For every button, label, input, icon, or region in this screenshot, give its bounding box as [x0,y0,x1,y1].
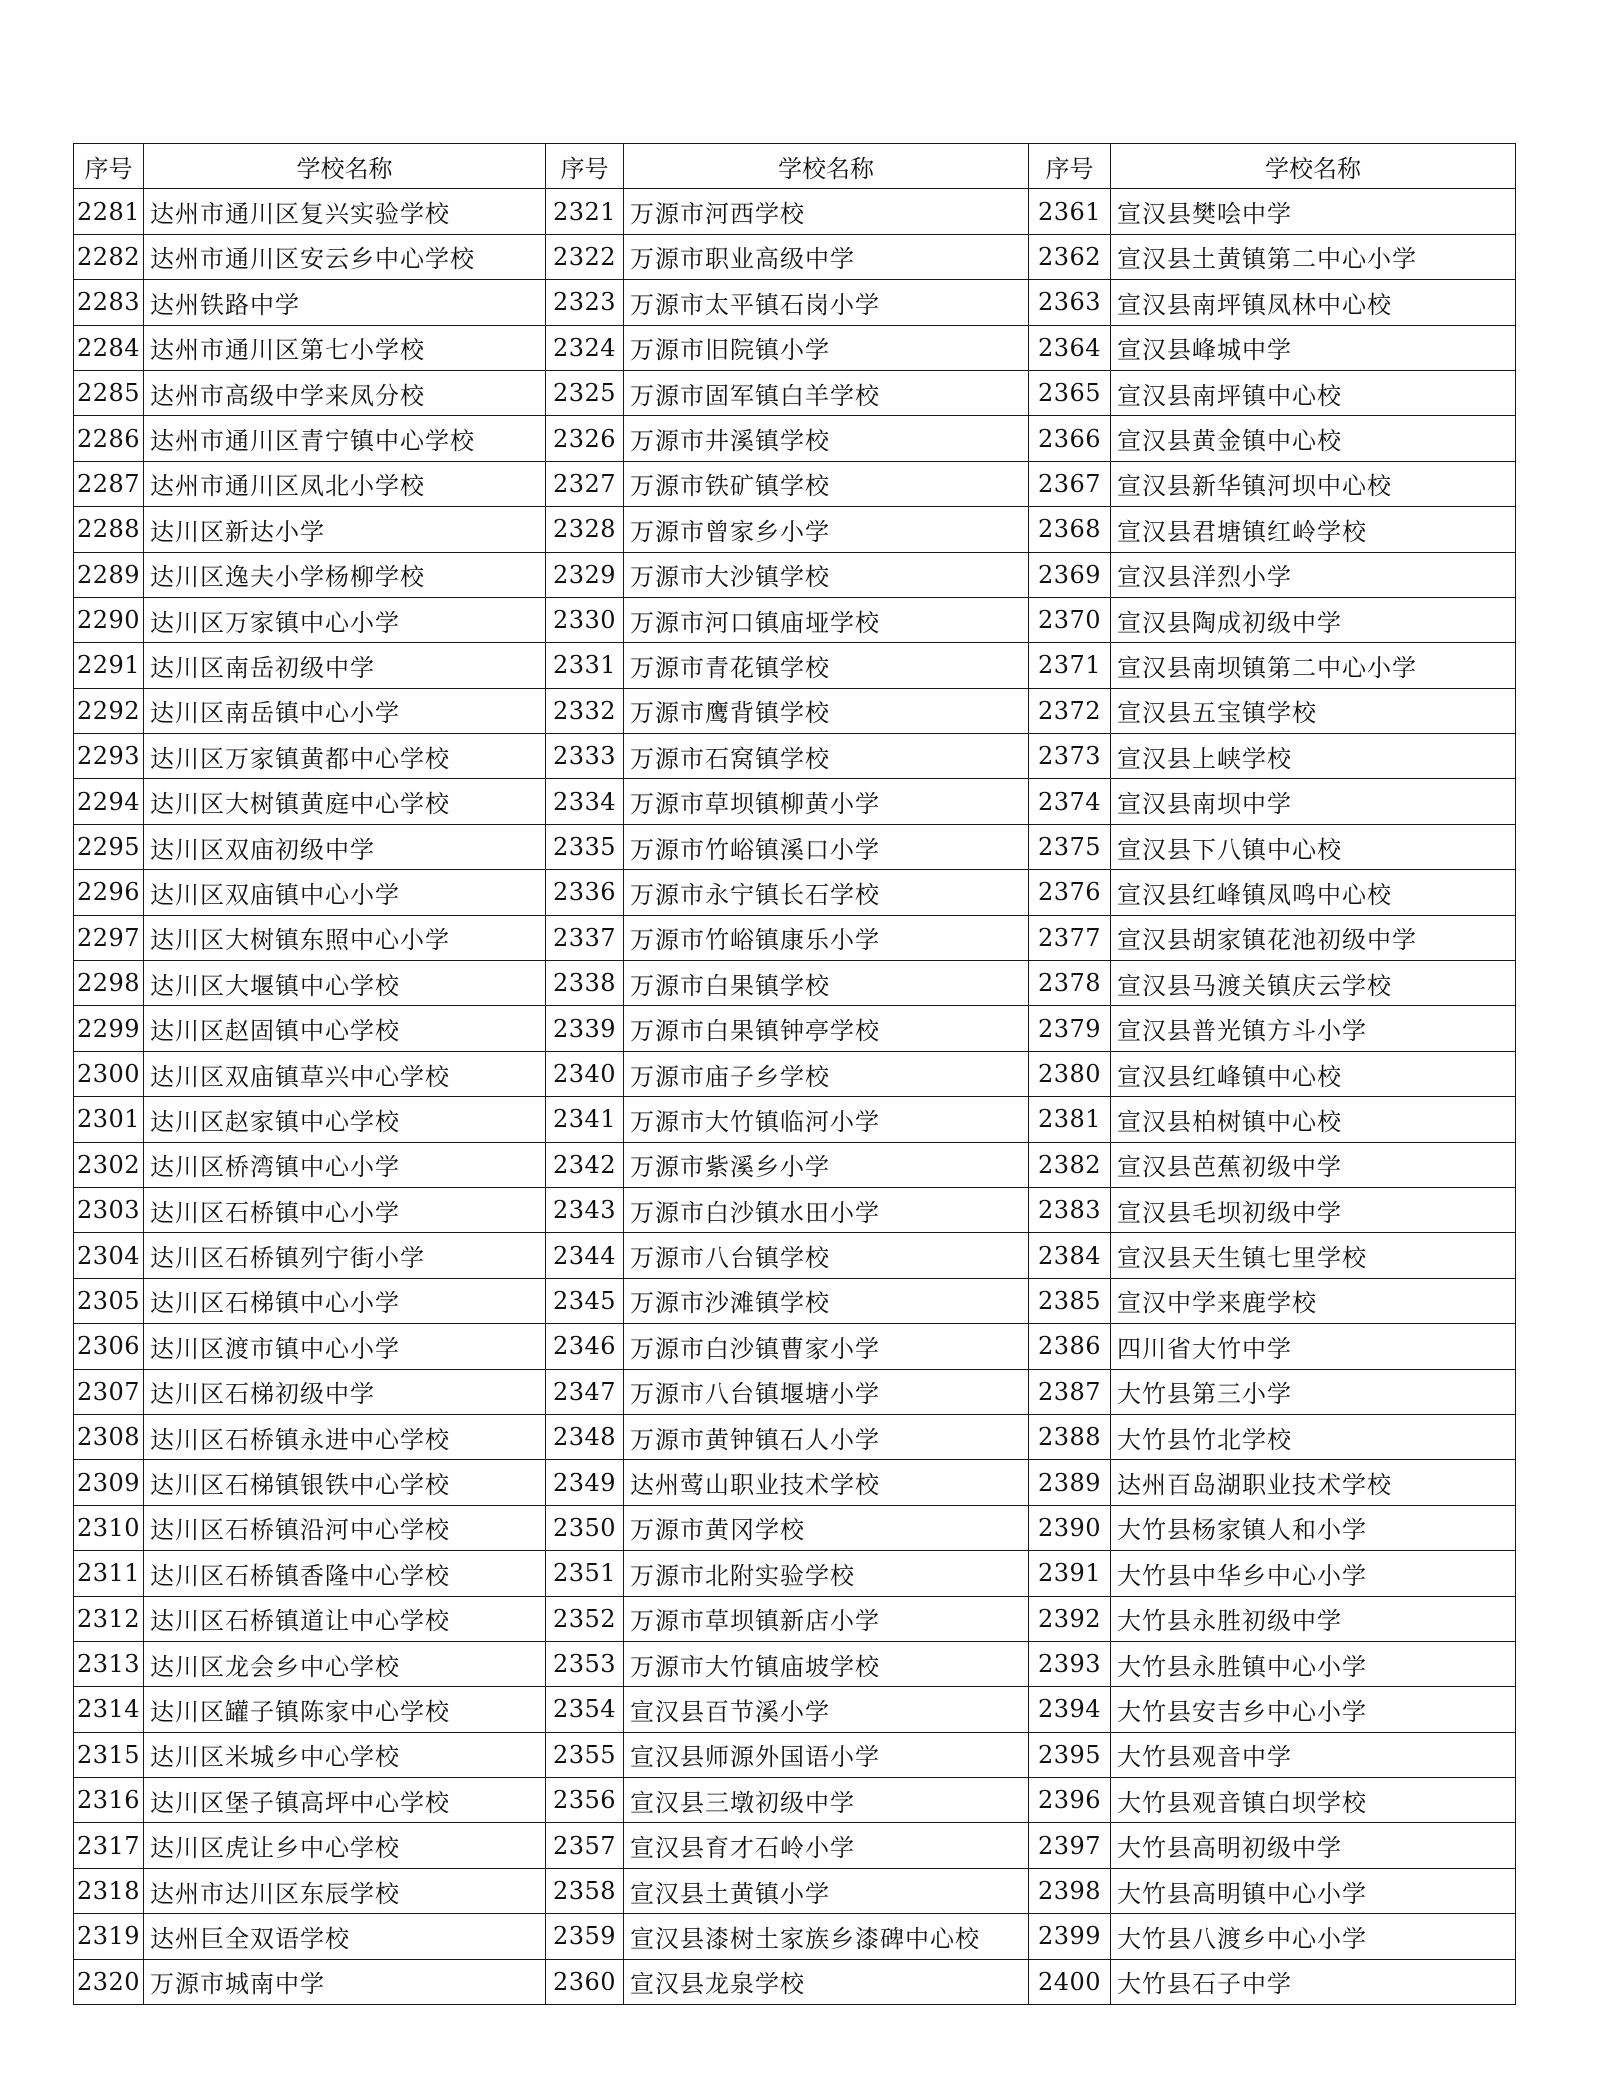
school-name-cell: 大竹县中华乡中心小学 [1111,1551,1516,1596]
school-name-cell: 万源市永宁镇长石学校 [624,870,1029,915]
school-name-cell: 达川区新达小学 [144,507,546,552]
serial-cell: 2331 [546,643,624,688]
school-name-cell: 达川区石梯镇银铁中心学校 [144,1460,546,1505]
table-row [74,1187,1516,1232]
school-name-cell: 达州市通川区复兴实验学校 [144,189,546,234]
school-name-cell: 万源市鹰背镇学校 [624,688,1029,733]
school-name-cell: 万源市草坝镇柳黄小学 [624,779,1029,824]
school-name-cell: 宣汉县新华镇河坝中心校 [1111,461,1516,506]
table-row [74,1142,1516,1187]
school-name-cell: 宣汉县天生镇七里学校 [1111,1233,1516,1278]
serial-cell: 2400 [1029,1959,1111,2004]
school-name-cell: 万源市石窝镇学校 [624,734,1029,779]
serial-cell: 2347 [546,1369,624,1414]
serial-cell: 2318 [74,1868,144,1913]
school-name-cell: 达州铁路中学 [144,280,546,325]
serial-cell: 2281 [74,189,144,234]
school-name-cell: 宣汉县土黄镇小学 [624,1868,1029,1913]
school-name-cell: 宣汉县洋烈小学 [1111,552,1516,597]
school-name-cell: 万源市北附实验学校 [624,1551,1029,1596]
table-header [74,144,1516,189]
school-name-cell: 大竹县第三小学 [1111,1369,1516,1414]
serial-cell: 2394 [1029,1687,1111,1732]
school-name-cell: 万源市大竹镇临河小学 [624,1097,1029,1142]
school-name-cell: 万源市城南中学 [144,1959,546,2004]
serial-cell: 2399 [1029,1914,1111,1959]
serial-cell: 2375 [1029,824,1111,869]
school-name-cell: 四川省大竹中学 [1111,1324,1516,1369]
serial-cell: 2321 [546,189,624,234]
serial-cell: 2312 [74,1596,144,1641]
serial-cell: 2360 [546,1959,624,2004]
school-name-cell: 万源市曾家乡小学 [624,507,1029,552]
serial-cell: 2339 [546,1006,624,1051]
serial-cell: 2330 [546,597,624,642]
school-list-table [73,143,1516,2005]
school-name-cell: 达川区石梯初级中学 [144,1369,546,1414]
serial-cell: 2337 [546,915,624,960]
school-name-cell: 达州市通川区凤北小学校 [144,461,546,506]
serial-cell: 2350 [546,1505,624,1550]
school-name-cell: 万源市职业高级中学 [624,234,1029,279]
serial-cell: 2311 [74,1551,144,1596]
table-row [74,1914,1516,1959]
school-name-cell: 宣汉县红峰镇中心校 [1111,1051,1516,1096]
serial-cell: 2317 [74,1823,144,1868]
school-name-cell: 达州市达川区东辰学校 [144,1868,546,1913]
serial-cell: 2336 [546,870,624,915]
table-row [74,1233,1516,1278]
school-name-cell: 达川区大树镇黄庭中心学校 [144,779,546,824]
serial-cell: 2300 [74,1051,144,1096]
school-name-cell: 宣汉县上峡学校 [1111,734,1516,779]
school-name-cell: 达川区逸夫小学杨柳学校 [144,552,546,597]
serial-cell: 2370 [1029,597,1111,642]
school-name-cell: 达川区赵固镇中心学校 [144,1006,546,1051]
school-name-cell: 大竹县永胜初级中学 [1111,1596,1516,1641]
school-name-cell: 万源市庙子乡学校 [624,1051,1029,1096]
serial-cell: 2362 [1029,234,1111,279]
school-name-cell: 宣汉县师源外国语小学 [624,1732,1029,1777]
school-name-cell: 达州市高级中学来凤分校 [144,370,546,415]
serial-cell: 2386 [1029,1324,1111,1369]
serial-cell: 2296 [74,870,144,915]
table-row [74,1596,1516,1641]
school-name-cell: 万源市大沙镇学校 [624,552,1029,597]
school-name-cell: 宣汉县南坪镇凤林中心校 [1111,280,1516,325]
table-row [74,734,1516,779]
serial-cell: 2313 [74,1641,144,1686]
school-name-cell: 达州市通川区第七小学校 [144,325,546,370]
school-name-cell: 达川区石梯镇中心小学 [144,1278,546,1323]
serial-cell: 2357 [546,1823,624,1868]
header-school-name-1: 学校名称 [144,144,546,189]
table-row [74,280,1516,325]
serial-cell: 2398 [1029,1868,1111,1913]
serial-cell: 2359 [546,1914,624,1959]
serial-cell: 2335 [546,824,624,869]
school-name-cell: 达川区双庙镇草兴中心学校 [144,1051,546,1096]
serial-cell: 2303 [74,1187,144,1232]
table-row [74,234,1516,279]
serial-cell: 2373 [1029,734,1111,779]
table-row [74,1732,1516,1777]
school-name-cell: 达川区石桥镇沿河中心学校 [144,1505,546,1550]
serial-cell: 2378 [1029,961,1111,1006]
table-row [74,961,1516,1006]
school-name-cell: 万源市黄冈学校 [624,1505,1029,1550]
serial-cell: 2380 [1029,1051,1111,1096]
header-school-name-3: 学校名称 [1111,144,1516,189]
serial-cell: 2366 [1029,416,1111,461]
serial-cell: 2374 [1029,779,1111,824]
serial-cell: 2369 [1029,552,1111,597]
school-name-cell: 宣汉中学来鹿学校 [1111,1278,1516,1323]
serial-cell: 2351 [546,1551,624,1596]
school-name-cell: 宣汉县黄金镇中心校 [1111,416,1516,461]
serial-cell: 2376 [1029,870,1111,915]
school-name-cell: 万源市大竹镇庙坡学校 [624,1641,1029,1686]
school-name-cell: 大竹县竹北学校 [1111,1414,1516,1459]
serial-cell: 2310 [74,1505,144,1550]
serial-cell: 2361 [1029,189,1111,234]
school-name-cell: 万源市八台镇学校 [624,1233,1029,1278]
table-row [74,1778,1516,1823]
school-name-cell: 万源市八台镇堰塘小学 [624,1369,1029,1414]
school-name-cell: 万源市竹峪镇溪口小学 [624,824,1029,869]
school-name-cell: 万源市竹峪镇康乐小学 [624,915,1029,960]
serial-cell: 2285 [74,370,144,415]
serial-cell: 2352 [546,1596,624,1641]
school-name-cell: 万源市铁矿镇学校 [624,461,1029,506]
serial-cell: 2306 [74,1324,144,1369]
table-row [74,1006,1516,1051]
serial-cell: 2377 [1029,915,1111,960]
school-name-cell: 达州市通川区安云乡中心学校 [144,234,546,279]
serial-cell: 2324 [546,325,624,370]
table-row [74,189,1516,234]
serial-cell: 2315 [74,1732,144,1777]
school-name-cell: 达州市通川区青宁镇中心学校 [144,416,546,461]
serial-cell: 2354 [546,1687,624,1732]
serial-cell: 2355 [546,1732,624,1777]
serial-cell: 2365 [1029,370,1111,415]
serial-cell: 2382 [1029,1142,1111,1187]
school-name-cell: 达川区罐子镇陈家中心学校 [144,1687,546,1732]
serial-cell: 2316 [74,1778,144,1823]
header-serial-2: 序号 [546,144,624,189]
school-name-cell: 达川区龙会乡中心学校 [144,1641,546,1686]
serial-cell: 2326 [546,416,624,461]
table-row [74,507,1516,552]
school-name-cell: 万源市白沙镇水田小学 [624,1187,1029,1232]
school-name-cell: 达川区石桥镇中心小学 [144,1187,546,1232]
table-row [74,1551,1516,1596]
school-name-cell: 宣汉县南坝中学 [1111,779,1516,824]
school-name-cell: 达川区米城乡中心学校 [144,1732,546,1777]
serial-cell: 2291 [74,643,144,688]
school-name-cell: 大竹县观音镇白坝学校 [1111,1778,1516,1823]
serial-cell: 2322 [546,234,624,279]
serial-cell: 2327 [546,461,624,506]
serial-cell: 2297 [74,915,144,960]
school-name-cell: 万源市紫溪乡小学 [624,1142,1029,1187]
table-row [74,1278,1516,1323]
school-name-cell: 万源市固军镇白羊学校 [624,370,1029,415]
serial-cell: 2290 [74,597,144,642]
school-name-cell: 宣汉县漆树土家族乡漆碑中心校 [624,1914,1029,1959]
serial-cell: 2395 [1029,1732,1111,1777]
school-name-cell: 达川区南岳初级中学 [144,643,546,688]
serial-cell: 2343 [546,1187,624,1232]
table-row [74,1369,1516,1414]
school-name-cell: 大竹县永胜镇中心小学 [1111,1641,1516,1686]
serial-cell: 2342 [546,1142,624,1187]
serial-cell: 2345 [546,1278,624,1323]
school-name-cell: 宣汉县南坪镇中心校 [1111,370,1516,415]
table-row [74,643,1516,688]
serial-cell: 2288 [74,507,144,552]
serial-cell: 2364 [1029,325,1111,370]
school-name-cell: 达川区南岳镇中心小学 [144,688,546,733]
serial-cell: 2320 [74,1959,144,2004]
school-name-cell: 万源市旧院镇小学 [624,325,1029,370]
table-row [74,1641,1516,1686]
table-row [74,1051,1516,1096]
serial-cell: 2341 [546,1097,624,1142]
school-name-cell: 万源市太平镇石岗小学 [624,280,1029,325]
school-name-cell: 宣汉县育才石岭小学 [624,1823,1029,1868]
serial-cell: 2383 [1029,1187,1111,1232]
school-name-cell: 宣汉县马渡关镇庆云学校 [1111,961,1516,1006]
table-row [74,325,1516,370]
school-name-cell: 万源市草坝镇新店小学 [624,1596,1029,1641]
serial-cell: 2390 [1029,1505,1111,1550]
school-name-cell: 达川区石桥镇香隆中心学校 [144,1551,546,1596]
table-row [74,1687,1516,1732]
serial-cell: 2389 [1029,1460,1111,1505]
serial-cell: 2283 [74,280,144,325]
serial-cell: 2391 [1029,1551,1111,1596]
serial-cell: 2371 [1029,643,1111,688]
school-name-cell: 达川区堡子镇高坪中心学校 [144,1778,546,1823]
table-row [74,1460,1516,1505]
serial-cell: 2308 [74,1414,144,1459]
serial-cell: 2328 [546,507,624,552]
school-name-cell: 达川区双庙镇中心小学 [144,870,546,915]
serial-cell: 2388 [1029,1414,1111,1459]
school-name-cell: 达川区万家镇黄都中心学校 [144,734,546,779]
serial-cell: 2372 [1029,688,1111,733]
table-row [74,870,1516,915]
school-name-cell: 达川区万家镇中心小学 [144,597,546,642]
school-name-cell: 宣汉县峰城中学 [1111,325,1516,370]
serial-cell: 2381 [1029,1097,1111,1142]
school-name-cell: 宣汉县芭蕉初级中学 [1111,1142,1516,1187]
table-row [74,915,1516,960]
school-name-cell: 万源市白沙镇曹家小学 [624,1324,1029,1369]
header-school-name-2: 学校名称 [624,144,1029,189]
school-name-cell: 宣汉县君塘镇红岭学校 [1111,507,1516,552]
table-row [74,370,1516,415]
table-row [74,1868,1516,1913]
serial-cell: 2379 [1029,1006,1111,1051]
school-name-cell: 达川区大堰镇中心学校 [144,961,546,1006]
school-name-cell: 宣汉县柏树镇中心校 [1111,1097,1516,1142]
serial-cell: 2305 [74,1278,144,1323]
serial-cell: 2348 [546,1414,624,1459]
serial-cell: 2294 [74,779,144,824]
serial-cell: 2284 [74,325,144,370]
school-name-cell: 达川区双庙初级中学 [144,824,546,869]
table-row [74,1097,1516,1142]
serial-cell: 2309 [74,1460,144,1505]
serial-cell: 2392 [1029,1596,1111,1641]
serial-cell: 2301 [74,1097,144,1142]
table-row [74,597,1516,642]
serial-cell: 2307 [74,1369,144,1414]
serial-cell: 2356 [546,1778,624,1823]
serial-cell: 2396 [1029,1778,1111,1823]
school-name-cell: 宣汉县土黄镇第二中心小学 [1111,234,1516,279]
school-name-cell: 达川区渡市镇中心小学 [144,1324,546,1369]
school-name-cell: 大竹县观音中学 [1111,1732,1516,1777]
table-body [74,189,1516,2005]
school-name-cell: 万源市沙滩镇学校 [624,1278,1029,1323]
school-name-cell: 宣汉县南坝镇第二中心小学 [1111,643,1516,688]
serial-cell: 2329 [546,552,624,597]
school-name-cell: 大竹县高明初级中学 [1111,1823,1516,1868]
table-row [74,824,1516,869]
serial-cell: 2385 [1029,1278,1111,1323]
serial-cell: 2295 [74,824,144,869]
school-name-cell: 宣汉县樊哙中学 [1111,189,1516,234]
school-name-cell: 大竹县高明镇中心小学 [1111,1868,1516,1913]
table-row [74,779,1516,824]
school-name-cell: 达川区石桥镇列宁街小学 [144,1233,546,1278]
serial-cell: 2358 [546,1868,624,1913]
school-name-cell: 宣汉县龙泉学校 [624,1959,1029,2004]
school-name-cell: 达川区赵家镇中心学校 [144,1097,546,1142]
serial-cell: 2292 [74,688,144,733]
serial-cell: 2363 [1029,280,1111,325]
serial-cell: 2346 [546,1324,624,1369]
serial-cell: 2304 [74,1233,144,1278]
school-name-cell: 万源市青花镇学校 [624,643,1029,688]
school-name-cell: 宣汉县五宝镇学校 [1111,688,1516,733]
school-name-cell: 达州莺山职业技术学校 [624,1460,1029,1505]
school-name-cell: 宣汉县普光镇方斗小学 [1111,1006,1516,1051]
school-name-cell: 大竹县石子中学 [1111,1959,1516,2004]
serial-cell: 2286 [74,416,144,461]
serial-cell: 2314 [74,1687,144,1732]
table-row [74,1505,1516,1550]
table-row [74,461,1516,506]
serial-cell: 2340 [546,1051,624,1096]
table-row [74,688,1516,733]
school-name-cell: 宣汉县陶成初级中学 [1111,597,1516,642]
school-name-cell: 宣汉县毛坝初级中学 [1111,1187,1516,1232]
header-serial-3: 序号 [1029,144,1111,189]
table-row [74,416,1516,461]
serial-cell: 2333 [546,734,624,779]
serial-cell: 2344 [546,1233,624,1278]
school-name-cell: 万源市白果镇学校 [624,961,1029,1006]
serial-cell: 2282 [74,234,144,279]
serial-cell: 2323 [546,280,624,325]
serial-cell: 2287 [74,461,144,506]
serial-cell: 2325 [546,370,624,415]
serial-cell: 2368 [1029,507,1111,552]
school-name-cell: 万源市河西学校 [624,189,1029,234]
school-name-cell: 达川区石桥镇永进中心学校 [144,1414,546,1459]
school-name-cell: 达川区虎让乡中心学校 [144,1823,546,1868]
serial-cell: 2397 [1029,1823,1111,1868]
serial-cell: 2387 [1029,1369,1111,1414]
school-name-cell: 达州百岛湖职业技术学校 [1111,1460,1516,1505]
school-name-cell: 宣汉县百节溪小学 [624,1687,1029,1732]
school-name-cell: 宣汉县下八镇中心校 [1111,824,1516,869]
table-row [74,1414,1516,1459]
serial-cell: 2332 [546,688,624,733]
school-name-cell: 万源市河口镇庙垭学校 [624,597,1029,642]
serial-cell: 2338 [546,961,624,1006]
school-name-cell: 万源市白果镇钟亭学校 [624,1006,1029,1051]
school-name-cell: 达川区大树镇东照中心小学 [144,915,546,960]
serial-cell: 2334 [546,779,624,824]
header-row [74,144,1516,189]
school-name-cell: 宣汉县胡家镇花池初级中学 [1111,915,1516,960]
table-row [74,1959,1516,2004]
serial-cell: 2293 [74,734,144,779]
serial-cell: 2367 [1029,461,1111,506]
serial-cell: 2393 [1029,1641,1111,1686]
header-serial-1: 序号 [74,144,144,189]
school-name-cell: 大竹县安吉乡中心小学 [1111,1687,1516,1732]
school-name-cell: 宣汉县红峰镇凤鸣中心校 [1111,870,1516,915]
school-name-cell: 达州巨全双语学校 [144,1914,546,1959]
school-name-cell: 宣汉县三墩初级中学 [624,1778,1029,1823]
table-row [74,552,1516,597]
serial-cell: 2349 [546,1460,624,1505]
serial-cell: 2384 [1029,1233,1111,1278]
table-row [74,1823,1516,1868]
school-name-cell: 大竹县杨家镇人和小学 [1111,1505,1516,1550]
serial-cell: 2289 [74,552,144,597]
school-name-cell: 万源市黄钟镇石人小学 [624,1414,1029,1459]
table-row [74,1324,1516,1369]
school-name-cell: 达川区石桥镇道让中心学校 [144,1596,546,1641]
serial-cell: 2299 [74,1006,144,1051]
school-name-cell: 万源市井溪镇学校 [624,416,1029,461]
school-name-cell: 达川区桥湾镇中心小学 [144,1142,546,1187]
serial-cell: 2353 [546,1641,624,1686]
serial-cell: 2298 [74,961,144,1006]
serial-cell: 2302 [74,1142,144,1187]
serial-cell: 2319 [74,1914,144,1959]
school-name-cell: 大竹县八渡乡中心小学 [1111,1914,1516,1959]
